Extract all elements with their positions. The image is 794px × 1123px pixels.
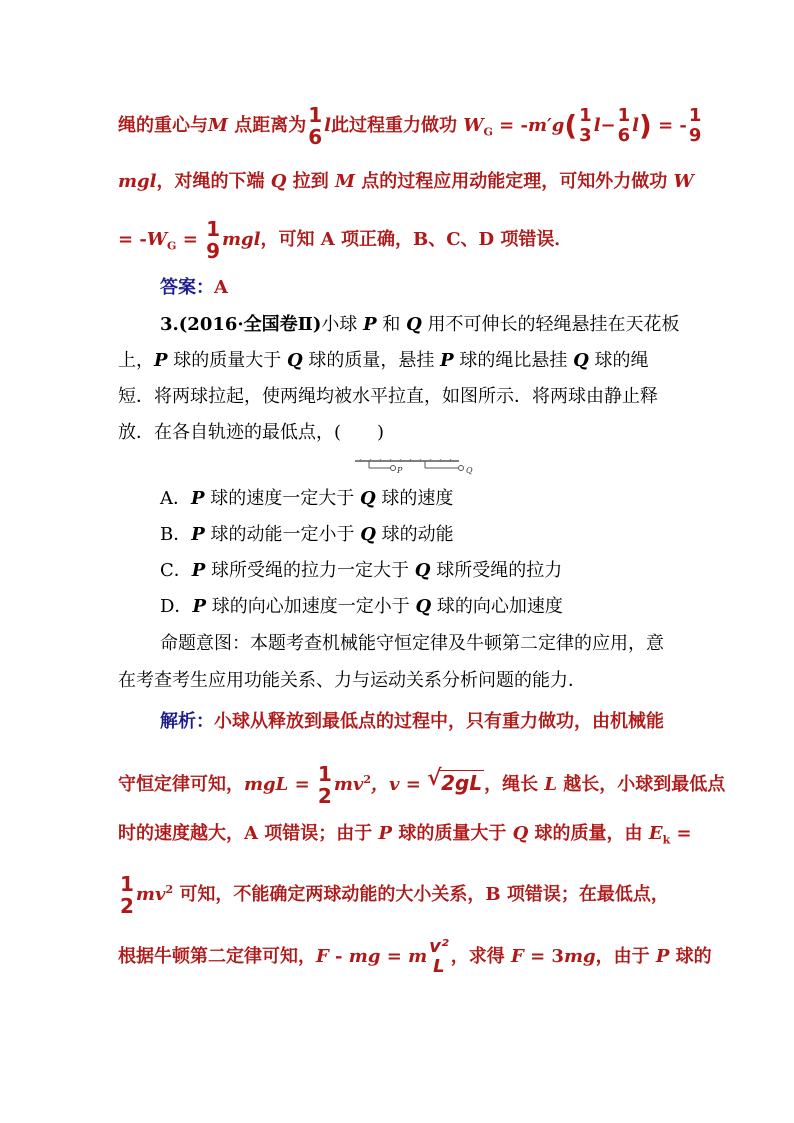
answer-label: 答案：: [160, 277, 214, 298]
ball-q: [459, 466, 464, 471]
fraction-one-third: 1 3: [579, 105, 592, 146]
pendulum-figure: [355, 459, 480, 475]
fraction-one-sixth-b: 1 6: [617, 105, 631, 146]
label-q: Q: [466, 466, 473, 475]
option-b: B．P 球的动能一定小于 Q 球的动能: [160, 524, 454, 545]
sqrt-expression: √ 2gL: [427, 765, 483, 795]
question-line-1: 3.(2016·全国卷Ⅱ)小球 P 和 Q 用不可伸长的轻绳悬挂在天花板: [160, 314, 680, 335]
intent-line-2: 在考查考生应用功能关系、力与运动关系分析问题的能力．: [118, 670, 586, 691]
question-line-4: 放．在各自轨迹的最低点，( ): [118, 422, 385, 443]
fraction-one-sixth: 1 6: [308, 103, 323, 149]
intent-line-1: 命题意图：本题考查机械能守恒定律及牛顿第二定律的应用，意: [160, 633, 664, 654]
analysis-line-1: 解析：小球从释放到最低点的过程中，只有重力做功，由机械能: [160, 711, 664, 732]
ball-p: [391, 466, 396, 471]
analysis-line-5: 根据牛顿第二定律可知，F - mg = m v² L ，求得 F = 3mg，由于 P 球的: [118, 936, 712, 977]
option-c: C．P 球所受绳的拉力一定大于 Q 球所受绳的拉力: [160, 560, 563, 581]
option-a: A．P 球的速度一定大于 Q 球的速度: [160, 488, 454, 509]
analysis-line-4: 1 2 $mv^2$ 可知，不能确定两球动能的大小关系，B 项错误；在最低点，: [120, 872, 669, 918]
solution-line-1: 绳的重心与M 点距离为 1 6 l此过程重力做功 $W_G = -m'g$( 1 3 l− 1 6 l) = - 1 9: [118, 103, 702, 149]
solution-line-2: mgl，对绳的下端 Q 拉到 M 点的过程应用动能定理，可知外力做功 W: [118, 171, 694, 192]
question-line-2: 上，P 球的质量大于 Q 球的质量，悬挂 P 球的绳比悬挂 Q 球的绳: [118, 350, 649, 371]
option-d: D．P 球的向心加速度一定小于 Q 球的向心加速度: [160, 596, 563, 617]
fraction-one-ninth: 1 9: [688, 105, 702, 146]
fraction-half: 1 2: [317, 762, 332, 808]
analysis-line-3: 时的速度越大，A 项错误；由于 P 球的质量大于 Q 球的质量，由 $E_k$ =: [118, 823, 692, 847]
fraction-one-ninth-b: 1 9: [206, 217, 220, 263]
fraction-v2-over-l: v² L: [429, 936, 449, 977]
answer-line: [160, 276, 228, 300]
fraction-half-b: 1 2: [120, 872, 134, 918]
solution-line-3: = $-W_G$ = 1 9 mgl，可知 A 项正确，B、C、D 项错误．: [118, 217, 573, 263]
question-line-3: 短．将两球拉起，使两绳均被水平拉直，如图所示．将两球由静止释: [118, 386, 658, 407]
answer-value: A: [214, 277, 228, 298]
label-p: P: [397, 466, 403, 475]
pendulum-diagram: [355, 459, 480, 475]
analysis-label: 解析：: [160, 711, 214, 732]
analysis-line-2: 守恒定律可知，mgL = 1 2 $mv^2$，v = √ 2gL ，绳长 L 越长，小球到最低点: [118, 762, 726, 808]
